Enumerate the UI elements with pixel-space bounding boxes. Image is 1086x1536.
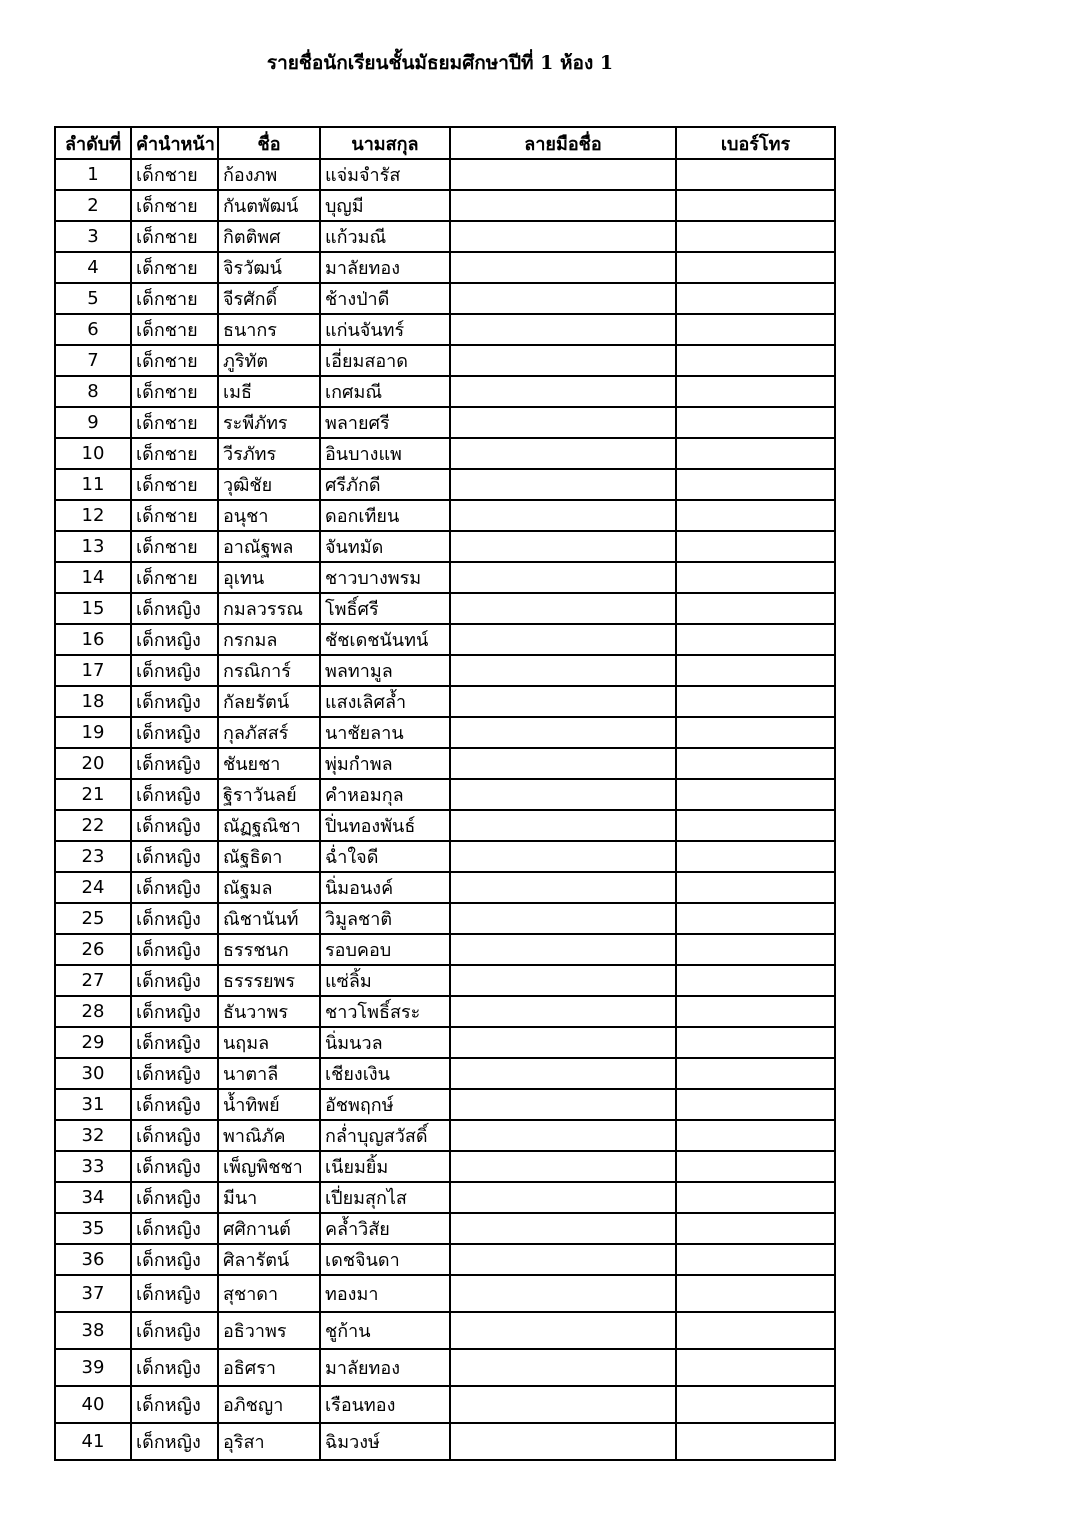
row-phone-cell	[676, 1151, 835, 1182]
row-first-name: ศศิกานต์	[218, 1213, 320, 1244]
table-row	[55, 593, 835, 624]
row-first-name: กมลวรรณ	[218, 593, 320, 624]
row-signature-cell	[450, 1120, 676, 1151]
row-signature-cell	[450, 748, 676, 779]
row-number: 11	[55, 469, 131, 500]
row-phone-cell	[676, 779, 835, 810]
row-signature-cell	[450, 252, 676, 283]
row-prefix: เด็กหญิง	[131, 624, 218, 655]
row-signature-cell	[450, 562, 676, 593]
row-phone-cell	[676, 376, 835, 407]
header-last-name: นามสกุล	[320, 127, 450, 159]
table-row	[55, 965, 835, 996]
row-prefix: เด็กหญิง	[131, 748, 218, 779]
row-first-name: นฤมล	[218, 1027, 320, 1058]
row-phone-cell	[676, 593, 835, 624]
row-phone-cell	[676, 841, 835, 872]
row-number: 35	[55, 1213, 131, 1244]
row-last-name: แจ่มจำรัส	[320, 159, 450, 190]
row-prefix: เด็กชาย	[131, 314, 218, 345]
row-number: 36	[55, 1244, 131, 1275]
row-signature-cell	[450, 934, 676, 965]
row-last-name: แซ่ลิ้ม	[320, 965, 450, 996]
row-first-name: ณิชานันท์	[218, 903, 320, 934]
row-number: 1	[55, 159, 131, 190]
row-phone-cell	[676, 996, 835, 1027]
row-prefix: เด็กชาย	[131, 159, 218, 190]
row-last-name: นิ่มอนงค์	[320, 872, 450, 903]
row-signature-cell	[450, 1423, 676, 1460]
row-phone-cell	[676, 934, 835, 965]
row-first-name: อธิวาพร	[218, 1312, 320, 1349]
row-prefix: เด็กหญิง	[131, 1423, 218, 1460]
row-number: 15	[55, 593, 131, 624]
row-last-name: รอบคอบ	[320, 934, 450, 965]
row-last-name: ทองมา	[320, 1275, 450, 1312]
row-signature-cell	[450, 593, 676, 624]
row-signature-cell	[450, 655, 676, 686]
row-phone-cell	[676, 1120, 835, 1151]
row-first-name: อุริสา	[218, 1423, 320, 1460]
row-signature-cell	[450, 686, 676, 717]
row-last-name: เดชจินดา	[320, 1244, 450, 1275]
row-last-name: เรือนทอง	[320, 1386, 450, 1423]
table-row	[55, 996, 835, 1027]
table-row	[55, 190, 835, 221]
row-signature-cell	[450, 841, 676, 872]
row-last-name: เปี่ยมสุกไส	[320, 1182, 450, 1213]
row-phone-cell	[676, 438, 835, 469]
row-last-name: ชัชเดชนันทน์	[320, 624, 450, 655]
table-row	[55, 872, 835, 903]
row-first-name: กัลยรัตน์	[218, 686, 320, 717]
row-last-name: พุ่มกำพล	[320, 748, 450, 779]
row-number: 10	[55, 438, 131, 469]
row-number: 19	[55, 717, 131, 748]
header-first-name: ชื่อ	[218, 127, 320, 159]
row-phone-cell	[676, 531, 835, 562]
row-first-name: ศิลารัตน์	[218, 1244, 320, 1275]
row-first-name: กันตพัฒน์	[218, 190, 320, 221]
row-signature-cell	[450, 438, 676, 469]
row-signature-cell	[450, 996, 676, 1027]
row-number: 22	[55, 810, 131, 841]
table-row	[55, 1058, 835, 1089]
row-signature-cell	[450, 159, 676, 190]
row-prefix: เด็กหญิง	[131, 810, 218, 841]
table-row	[55, 438, 835, 469]
row-phone-cell	[676, 562, 835, 593]
row-last-name: ฉิมวงษ์	[320, 1423, 450, 1460]
row-last-name: แสงเลิศล้ำ	[320, 686, 450, 717]
row-prefix: เด็กหญิง	[131, 872, 218, 903]
row-last-name: แก้วมณี	[320, 221, 450, 252]
row-number: 24	[55, 872, 131, 903]
row-first-name: จีรศักดิ์	[218, 283, 320, 314]
table-row	[55, 841, 835, 872]
row-last-name: แก่นจันทร์	[320, 314, 450, 345]
row-prefix: เด็กหญิง	[131, 1120, 218, 1151]
table-row	[55, 624, 835, 655]
row-signature-cell	[450, 1213, 676, 1244]
row-first-name: ธนากร	[218, 314, 320, 345]
row-signature-cell	[450, 1027, 676, 1058]
row-phone-cell	[676, 314, 835, 345]
row-first-name: กรณิการ์	[218, 655, 320, 686]
table-row	[55, 500, 835, 531]
row-last-name: คล้ำวิสัย	[320, 1213, 450, 1244]
table-row	[55, 407, 835, 438]
row-number: 17	[55, 655, 131, 686]
row-prefix: เด็กชาย	[131, 469, 218, 500]
row-prefix: เด็กหญิง	[131, 779, 218, 810]
table-row	[55, 221, 835, 252]
table-row	[55, 469, 835, 500]
row-phone-cell	[676, 1349, 835, 1386]
row-prefix: เด็กหญิง	[131, 1244, 218, 1275]
row-last-name: ศรีภักดี	[320, 469, 450, 500]
row-prefix: เด็กหญิง	[131, 1089, 218, 1120]
row-phone-cell	[676, 1386, 835, 1423]
table-row	[55, 376, 835, 407]
row-phone-cell	[676, 1312, 835, 1349]
row-prefix: เด็กหญิง	[131, 934, 218, 965]
row-phone-cell	[676, 159, 835, 190]
row-first-name: จิรวัฒน์	[218, 252, 320, 283]
row-prefix: เด็กชาย	[131, 345, 218, 376]
row-last-name: เชียงเงิน	[320, 1058, 450, 1089]
row-last-name: พลายศรี	[320, 407, 450, 438]
row-number: 4	[55, 252, 131, 283]
row-last-name: คำหอมกุล	[320, 779, 450, 810]
row-prefix: เด็กชาย	[131, 531, 218, 562]
row-signature-cell	[450, 314, 676, 345]
row-number: 34	[55, 1182, 131, 1213]
row-prefix: เด็กชาย	[131, 562, 218, 593]
row-signature-cell	[450, 1058, 676, 1089]
table-row	[55, 1182, 835, 1213]
row-phone-cell	[676, 469, 835, 500]
table-row	[55, 1349, 835, 1386]
row-phone-cell	[676, 965, 835, 996]
table-row	[55, 314, 835, 345]
table-row	[55, 1089, 835, 1120]
row-last-name: บุญมี	[320, 190, 450, 221]
row-last-name: จันทมัด	[320, 531, 450, 562]
row-phone-cell	[676, 748, 835, 779]
row-last-name: ปิ่นทองพันธ์	[320, 810, 450, 841]
row-number: 12	[55, 500, 131, 531]
table-row	[55, 1120, 835, 1151]
row-phone-cell	[676, 345, 835, 376]
row-prefix: เด็กหญิง	[131, 996, 218, 1027]
row-prefix: เด็กชาย	[131, 376, 218, 407]
row-phone-cell	[676, 1089, 835, 1120]
row-phone-cell	[676, 221, 835, 252]
row-signature-cell	[450, 345, 676, 376]
row-prefix: เด็กชาย	[131, 221, 218, 252]
row-first-name: อภิชญา	[218, 1386, 320, 1423]
table-row	[55, 934, 835, 965]
row-prefix: เด็กหญิง	[131, 1213, 218, 1244]
row-first-name: ธันวาพร	[218, 996, 320, 1027]
header-prefix: คำนำหน้า	[131, 127, 218, 159]
row-number: 14	[55, 562, 131, 593]
row-prefix: เด็กหญิง	[131, 1349, 218, 1386]
row-signature-cell	[450, 221, 676, 252]
row-signature-cell	[450, 1386, 676, 1423]
table-header-row	[55, 127, 835, 159]
row-prefix: เด็กหญิง	[131, 1182, 218, 1213]
row-number: 39	[55, 1349, 131, 1386]
table-row	[55, 717, 835, 748]
row-first-name: อธิศรา	[218, 1349, 320, 1386]
row-number: 33	[55, 1151, 131, 1182]
row-signature-cell	[450, 779, 676, 810]
row-first-name: ก้องภพ	[218, 159, 320, 190]
row-prefix: เด็กหญิง	[131, 655, 218, 686]
page-title: รายชื่อนักเรียนชั้นมัธยมศึกษาปีที่ 1 ห้อง 1	[266, 52, 614, 74]
row-phone-cell	[676, 810, 835, 841]
row-phone-cell	[676, 1275, 835, 1312]
row-number: 29	[55, 1027, 131, 1058]
row-phone-cell	[676, 624, 835, 655]
row-signature-cell	[450, 1349, 676, 1386]
row-first-name: กรกมล	[218, 624, 320, 655]
row-last-name: ชูก้าน	[320, 1312, 450, 1349]
row-phone-cell	[676, 252, 835, 283]
row-phone-cell	[676, 903, 835, 934]
row-prefix: เด็กชาย	[131, 407, 218, 438]
table-row	[55, 531, 835, 562]
row-prefix: เด็กหญิง	[131, 717, 218, 748]
table-row	[55, 159, 835, 190]
student-roster-table	[54, 126, 836, 1461]
row-number: 6	[55, 314, 131, 345]
row-first-name: พาณิภัค	[218, 1120, 320, 1151]
row-signature-cell	[450, 500, 676, 531]
row-signature-cell	[450, 1275, 676, 1312]
row-number: 26	[55, 934, 131, 965]
row-signature-cell	[450, 1089, 676, 1120]
row-number: 38	[55, 1312, 131, 1349]
row-prefix: เด็กหญิง	[131, 1275, 218, 1312]
row-last-name: ชาวโพธิ์สระ	[320, 996, 450, 1027]
row-number: 32	[55, 1120, 131, 1151]
row-first-name: อุเทน	[218, 562, 320, 593]
row-signature-cell	[450, 872, 676, 903]
row-first-name: น้ำทิพย์	[218, 1089, 320, 1120]
row-first-name: ระพีภัทร	[218, 407, 320, 438]
row-signature-cell	[450, 376, 676, 407]
row-signature-cell	[450, 810, 676, 841]
table-row	[55, 748, 835, 779]
table-row	[55, 1244, 835, 1275]
row-prefix: เด็กหญิง	[131, 1151, 218, 1182]
row-number: 5	[55, 283, 131, 314]
row-number: 27	[55, 965, 131, 996]
row-last-name: อินบางแพ	[320, 438, 450, 469]
row-signature-cell	[450, 407, 676, 438]
row-number: 25	[55, 903, 131, 934]
row-signature-cell	[450, 283, 676, 314]
table-row	[55, 810, 835, 841]
row-prefix: เด็กหญิง	[131, 903, 218, 934]
row-first-name: ฐิราวันลย์	[218, 779, 320, 810]
row-prefix: เด็กหญิง	[131, 1312, 218, 1349]
header-phone: เบอร์โทร	[676, 127, 835, 159]
row-number: 20	[55, 748, 131, 779]
row-phone-cell	[676, 190, 835, 221]
row-first-name: ณัฐธิดา	[218, 841, 320, 872]
table-row	[55, 1151, 835, 1182]
row-number: 2	[55, 190, 131, 221]
row-signature-cell	[450, 1151, 676, 1182]
row-signature-cell	[450, 469, 676, 500]
row-last-name: ดอกเทียน	[320, 500, 450, 531]
table-row	[55, 1213, 835, 1244]
row-prefix: เด็กชาย	[131, 500, 218, 531]
row-number: 3	[55, 221, 131, 252]
row-first-name: ธรรชนก	[218, 934, 320, 965]
row-last-name: กล่ำบุญสวัสดิ์	[320, 1120, 450, 1151]
row-prefix: เด็กหญิง	[131, 1027, 218, 1058]
row-number: 28	[55, 996, 131, 1027]
row-number: 7	[55, 345, 131, 376]
row-prefix: เด็กหญิง	[131, 593, 218, 624]
table-row	[55, 1386, 835, 1423]
row-prefix: เด็กหญิง	[131, 841, 218, 872]
row-number: 21	[55, 779, 131, 810]
row-first-name: ณัฐมล	[218, 872, 320, 903]
row-signature-cell	[450, 531, 676, 562]
row-last-name: พลทามูล	[320, 655, 450, 686]
table-row	[55, 562, 835, 593]
row-last-name: นิ่มนวล	[320, 1027, 450, 1058]
row-last-name: โพธิ์ศรี	[320, 593, 450, 624]
row-phone-cell	[676, 283, 835, 314]
row-first-name: ภูริทัต	[218, 345, 320, 376]
table-body	[55, 159, 835, 1460]
row-signature-cell	[450, 965, 676, 996]
row-first-name: นาตาลี	[218, 1058, 320, 1089]
row-number: 9	[55, 407, 131, 438]
row-phone-cell	[676, 1182, 835, 1213]
table-row	[55, 1312, 835, 1349]
row-last-name: มาลัยทอง	[320, 1349, 450, 1386]
row-signature-cell	[450, 717, 676, 748]
table-row	[55, 283, 835, 314]
row-phone-cell	[676, 1213, 835, 1244]
row-last-name: อัชพฤกษ์	[320, 1089, 450, 1120]
table-row	[55, 252, 835, 283]
row-prefix: เด็กหญิง	[131, 686, 218, 717]
row-first-name: กุลภัสสร์	[218, 717, 320, 748]
table-row	[55, 903, 835, 934]
table-row	[55, 1275, 835, 1312]
row-number: 16	[55, 624, 131, 655]
table-row	[55, 655, 835, 686]
row-last-name: ช้างป่าดี	[320, 283, 450, 314]
row-number: 30	[55, 1058, 131, 1089]
row-number: 18	[55, 686, 131, 717]
row-prefix: เด็กชาย	[131, 190, 218, 221]
row-number: 31	[55, 1089, 131, 1120]
header-no: ลำดับที่	[55, 127, 131, 159]
row-last-name: วิมูลชาติ	[320, 903, 450, 934]
row-first-name: เพ็ญพิชชา	[218, 1151, 320, 1182]
header-signature: ลายมือชื่อ	[450, 127, 676, 159]
row-first-name: กิตติพศ	[218, 221, 320, 252]
row-last-name: เกศมณี	[320, 376, 450, 407]
row-number: 37	[55, 1275, 131, 1312]
row-first-name: ธรรรยพร	[218, 965, 320, 996]
row-first-name: อนุชา	[218, 500, 320, 531]
row-signature-cell	[450, 1244, 676, 1275]
row-number: 13	[55, 531, 131, 562]
table-row	[55, 1027, 835, 1058]
row-last-name: นาชัยลาน	[320, 717, 450, 748]
row-prefix: เด็กชาย	[131, 252, 218, 283]
row-signature-cell	[450, 624, 676, 655]
row-first-name: เมธี	[218, 376, 320, 407]
row-first-name: วุฒิชัย	[218, 469, 320, 500]
row-signature-cell	[450, 903, 676, 934]
row-number: 41	[55, 1423, 131, 1460]
row-first-name: สุชาดา	[218, 1275, 320, 1312]
row-last-name: ชาวบางพรม	[320, 562, 450, 593]
row-last-name: เอี่ยมสอาด	[320, 345, 450, 376]
table-row	[55, 1423, 835, 1460]
row-prefix: เด็กหญิง	[131, 965, 218, 996]
row-first-name: อาณัฐพล	[218, 531, 320, 562]
row-signature-cell	[450, 190, 676, 221]
table-row	[55, 345, 835, 376]
row-phone-cell	[676, 1058, 835, 1089]
row-phone-cell	[676, 655, 835, 686]
row-phone-cell	[676, 872, 835, 903]
row-number: 23	[55, 841, 131, 872]
row-signature-cell	[450, 1312, 676, 1349]
row-prefix: เด็กชาย	[131, 438, 218, 469]
row-first-name: ณัฏฐณิชา	[218, 810, 320, 841]
row-prefix: เด็กหญิง	[131, 1386, 218, 1423]
table-row	[55, 779, 835, 810]
row-phone-cell	[676, 407, 835, 438]
row-number: 40	[55, 1386, 131, 1423]
row-last-name: เนียมยิ้ม	[320, 1151, 450, 1182]
row-last-name: ฉ่ำใจดี	[320, 841, 450, 872]
row-first-name: วีรภัทร	[218, 438, 320, 469]
row-last-name: มาลัยทอง	[320, 252, 450, 283]
row-phone-cell	[676, 717, 835, 748]
row-phone-cell	[676, 1423, 835, 1460]
row-phone-cell	[676, 500, 835, 531]
row-number: 8	[55, 376, 131, 407]
row-phone-cell	[676, 686, 835, 717]
row-prefix: เด็กหญิง	[131, 1058, 218, 1089]
row-prefix: เด็กชาย	[131, 283, 218, 314]
row-phone-cell	[676, 1244, 835, 1275]
row-first-name: มีนา	[218, 1182, 320, 1213]
row-first-name: ชันยชา	[218, 748, 320, 779]
row-phone-cell	[676, 1027, 835, 1058]
table-row	[55, 686, 835, 717]
row-signature-cell	[450, 1182, 676, 1213]
